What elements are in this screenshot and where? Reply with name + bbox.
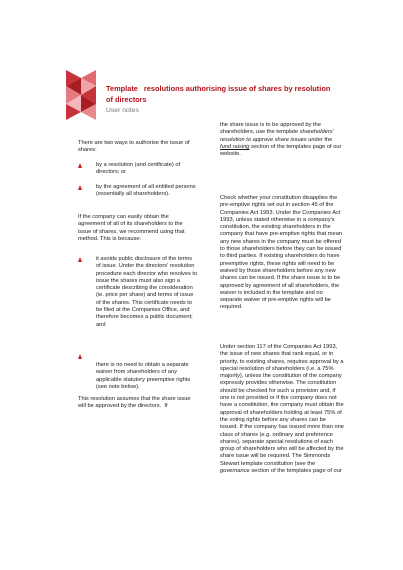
bullet-item-4: there is no need to obtain a separate waiver from shareholders of any applicable statutory preemptive rights (see note below). [96,362,191,390]
logo-icon [66,70,96,120]
approval-text: the share issue is to be approved by the shareholders, use the template [220,122,321,136]
section-117-paragraph [220,344,344,475]
approval-text-3: section of the templates page of our website. [220,143,342,158]
intro-paragraph: There are two ways to authorise the issue of shares: [78,140,190,154]
page-subtitle: User notes [106,107,139,114]
shareholder-approval-paragraph [220,122,344,158]
page-title [106,83,336,105]
assumption-text-end: If [164,403,168,410]
section-117-text: Under section 117 of the Companies Act 1993, the issue of new shares that rank equal, or in priority, to existing shares, requires approval by a special resolution of shareholders (i.e. a 75% majority), unless the constitution of the company expressly provides otherwise. The constitution should be checked for such a provision and, if one is not provided or if the company does not have a constitution, the company must obtain the approval of shareholders holding at least 75% of the voting rights before any shares can be issued. If the company has issued more than one class of shares (e.g. ordinary and preference shares), separate special resolutions of each group of shareholders who will be affected by the share issue will be required. The Simmonds Stewart template constitution (see the [220,344,344,467]
method-paragraph: If the company can easily obtain the agreement of all of its shareholders to the issue of shares, we recommend using that method. This is because: [78,214,185,242]
fund-raising-link[interactable]: fund raising [220,143,250,150]
bullet-triangle-icon [78,257,82,262]
bullet-triangle-icon [78,163,82,168]
bullet-item-2: by the agreement of all entitled persons (essentially all shareholders). [96,184,196,198]
title-part1: Template [106,84,138,93]
assumption-paragraph [78,396,196,411]
governance-link[interactable]: governance [220,468,250,475]
approval-template-name: shareholders' resolution to approve share issues [220,129,334,143]
title-part2: resolutions authorising issue of shares by resolution of directors [106,84,331,104]
bullet-item-3: it avoids public disclosure of the terms of issue. Under the directors' resolution procedure each director who resolves to issue the shares must also sign a certificate describing the consideration (ie. price per share) and terms of issue of the shares. This certificate needs to be filed at the Companies Office, and therefore becomes a public document; and [96,256,198,328]
approval-text-2: under the [308,136,333,143]
section-117-text-end: section of the templates page of our [251,468,342,475]
bullet-triangle-icon [78,185,82,190]
bullet-item-1: by a resolution (and certificate) of directors; or [96,162,181,176]
assumption-text: This resolution assumes that the share issue will be approved by the directors. [78,396,191,410]
bullet-triangle-icon [78,354,82,359]
preemptive-rights-paragraph: Check whether your constitution disapplies the pre-emptive rights set out in section 45 of the Companies Act 1993. Under the Companies Act 1993, unless stated otherwise in a company's constitution, the existing shareholders in the company that have pre-emptive rights that mean any new shares in the company must be offered to those shareholders before they can be issued to third parties. If existing shareholders do have preemptive rights, these rights will need to be waived by those shareholders before any new shares can be issued. If the share issue is to be approved by agreement of all shareholders, the waiver is included in the template and no separate waiver of pre-emptive rights will be required. [220,195,343,311]
